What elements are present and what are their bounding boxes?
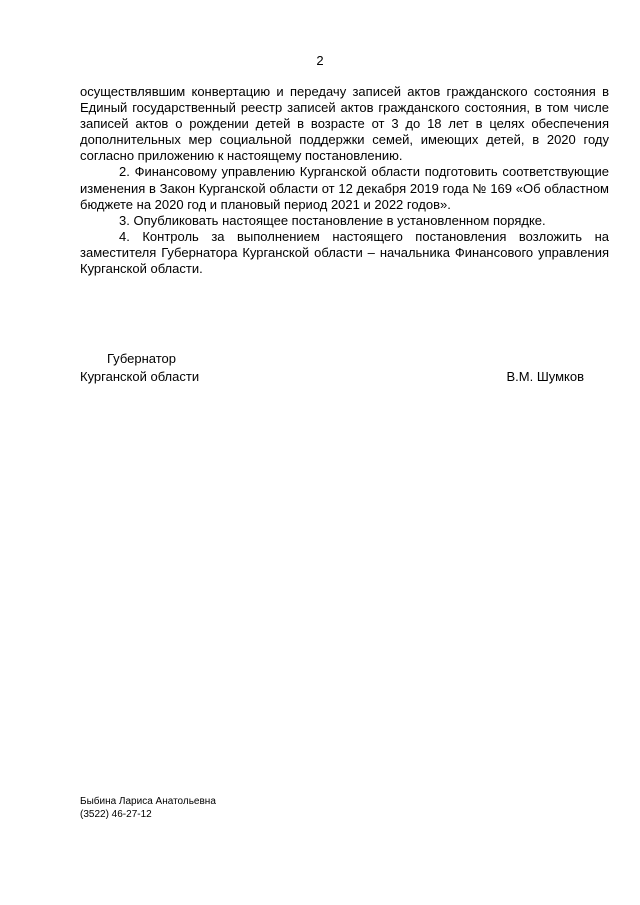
signatory-title-line-1: Губернатор — [107, 351, 176, 366]
paragraph-continuation: осуществлявшим конвертацию и передачу записей актов гражданского состояния в Единый государственный реестр записей актов гражданского состояния, в том числе записей актов о рождении детей в возрасте от 3 до 18 лет в целях обеспечения дополнительных мер социальной поддержки семей, имеющих детей, в 2020 году согласно приложению к настоящему постановлению. — [80, 84, 609, 164]
document-body — [80, 84, 609, 277]
executor-info — [80, 795, 216, 821]
paragraph-item-4: 4. Контроль за выполнением настоящего постановления возложить на заместителя Губернатора Курганской области – начальника Финансового управления Курганской области. — [80, 228, 609, 277]
executor-phone: (3522) 46-27-12 — [80, 809, 152, 820]
page-number: 2 — [316, 53, 324, 68]
paragraph-item-2: 2. Финансовому управлению Курганской области подготовить соответствующие изменения в Закон Курганской области от 12 декабря 2019 года № 169 «Об областном бюджете на 2020 год и плановый период 2021 и 2022 годов». — [80, 164, 609, 212]
executor-name: Быбина Лариса Анатольевна — [80, 796, 216, 807]
signatory-name: В.М. Шумков — [506, 369, 584, 384]
paragraph-item-3: 3. Опубликовать настоящее постановление в установленном порядке. — [119, 212, 546, 228]
signatory-title-line-2: Курганской области — [80, 369, 200, 384]
